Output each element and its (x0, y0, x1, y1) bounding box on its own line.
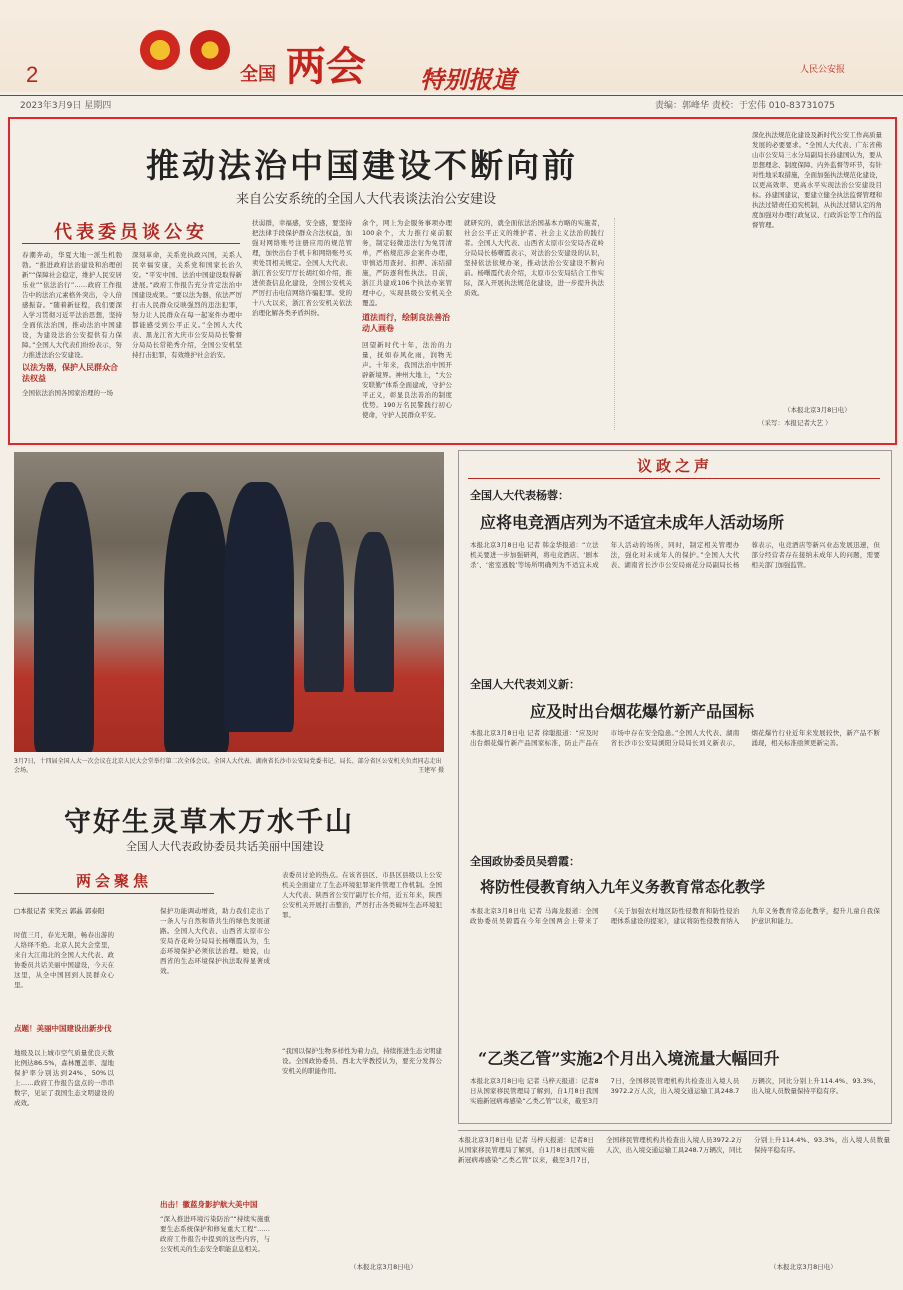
ecology-section-rule (14, 893, 214, 894)
opinion-item3-headline: 将防性侵教育纳入九年义务教育常态化教学 (480, 878, 766, 896)
masthead-title-prefix: 全国 (240, 64, 276, 85)
opinion-item1-body: 本报北京3月8日电 记者 韩金华报道：“立法机关要进一步加强研判，将电竞酒店、‘剧本杀’、‘密室逃脱’等场所明确列为不适宜未成年人活动的场所，同时，制定相关管理办法，强化对未成年人的保护。”全国人大代表、湖南省长沙市公安局雨花分局副局长杨蓉表示，电竞酒店等新兴业态发展迅速，但部分经营者存在接纳未成年人的问题，需要相关部门加强监管。 (470, 541, 880, 569)
ecology-col1b: 地级及以上城市空气质量优良天数比例达86.5%，森林覆盖率、湿地保护率分别达到24%、50%以上……政府工作报告盘点的一串串数字，见证了我国生态文明建设的成效。 (14, 1049, 114, 1107)
photo-person (164, 492, 229, 752)
ecology-subhead2: 出击！徽蓝身影护航大美中国 (160, 1200, 258, 1209)
lead-column-divider (614, 218, 743, 430)
lead-subhead2: 道法而行，绘制良法善治动人画卷 (362, 313, 450, 333)
lead-col6: 深化执法规范化建设及新时代公安工作高质量发展的必要要求。“全国人大代表、广东省佛山市公安局三水分局副局长孙建国认为，要从思想理念、制度保障、内外监督等环节，有针对性地采取措施，全面加强执法规范化建设，以更高效率、更高水平实现法治公安建设目标。孙建国建议，要建立健全执法监督管理和执法过错责任追究机制，从执法过错认定的角度加强对办理行政复议、行政诉讼等工作的监督管理。 (752, 131, 882, 229)
lead-subheadline: 来自公安系统的全国人大代表谈法治公安建设 (236, 192, 497, 207)
photo-person (304, 522, 344, 692)
lead-byline: （本报北京3月8日电） (784, 406, 851, 414)
editor-credits: 责编：郭峰华 责校：于宏伟 010-83731075 (655, 101, 835, 111)
lead-col3: 扶弱群，幸福感，安全感，要坚持把法律手段保护群众合法权益，加强对网络账号注册应用的规范管理，加快出台手机卡和网络账号买卖处罚相关规定。全国人大代表、浙江省公安厅厅长胡红如介绍，推进侦查信息化建设，全国公安机关严厉打击电信网络诈骗犯罪。党的十八大以来，浙江省公安机关依法治理化解各类矛盾纠纷。 (252, 219, 352, 317)
photo-credit: 王建军 摄 (418, 767, 444, 774)
photo-person (354, 532, 394, 692)
lead-col1: 春潮奔动，华夏大地一派生机勃勃。“推进政府法治建设和治理创新”“保障社会稳定，维护人民安居乐业”“依法治行”……政府工作报告中的法治元素格外突出，令人倍感振奋。“随着新征程，我们要深入学习贯彻习近平法治思想，坚持全面依法治国，推动法治中国建设，为建设法治公安提供有力保障。”全国人大代表们纷纷表示，努力推进法治公安建设。 (22, 251, 122, 359)
opinion-item1-kicker: 全国人大代表杨蓉： (470, 489, 569, 502)
ecology-headline: 守好生灵草木万水千山 (64, 807, 354, 838)
photo-person (224, 482, 294, 732)
opinion-item2-headline: 应及时出台烟花爆竹新产品国标 (530, 702, 755, 721)
newspaper-logo: 人民公安报 (800, 65, 846, 75)
photo-caption-text: 3月7日，十四届全国人大一次会议在北京人民大会堂举行第二次全体会议。全国人大代表、湖南省长沙市公安局党委书记、局长、部分省区公安机关负责同志走出会场。 (14, 758, 442, 774)
page-number: 2 (26, 62, 39, 87)
lead-col5: 就研究的，就全面依法治国基本方略的实施者，社会公平正义的维护者、社会主义法治的践行者。全国人大代表、山西省太原市公安局杏花岭分局局长杨曙霞表示，对法治公安建设的认识，坚持依法依规办案，推动法治公安建设不断向前。杨曙霞代表介绍，太原市公安局结合工作实际，深入开展执法规范化建设，进一步提升执法质效。 (464, 219, 604, 297)
lead-col4b: 回望新时代十年，法治的力量，抚如春风化雨，润物无声。十年来，我国法治中国开辟新境界。神州大地上，“大公安联勤”体系全面建成，守护公平正义，彰显良法善治的制度优势。190万名民警践行初心使命，守护人民群众平安。 (362, 341, 452, 419)
lead-section-label: 代表委员谈公安 (54, 222, 208, 243)
ecology-col3b: “我国以保护生物多样性为着力点，持续推进生态文明建设。全国政协委员、西北大学教授认为，要充分发挥公安机关的职能作用。 (282, 1047, 442, 1075)
lead-credit: （采写：本报记者大艺 ） (758, 419, 832, 427)
news-item4-byline: （本报北京3月8日电） (770, 1263, 837, 1271)
issue-date: 2023年3月9日 星期四 (20, 101, 112, 111)
photo-person (34, 482, 94, 752)
lead-section-rule (22, 243, 240, 244)
ecology-col3: 表委员讨论的热点。在该省县区、市县区县级以上公安机关全面建立了生态环境犯罪案件管理工作机制。全国人大代表、陕西省公安厅副厅长介绍，近五年来，陕西公安机关开展打击整治，严厉打击各类破坏生态环境犯罪。 (282, 871, 442, 919)
opinion-item2-kicker: 全国人大代表刘义新： (470, 678, 580, 691)
news-item4-headline: “乙类乙管”实施2个月出入境流量大幅回升 (478, 1049, 780, 1068)
masthead-title-main: 两会 (285, 43, 366, 90)
ecology-section-label: 两会聚焦 (75, 872, 152, 890)
opinion-item3-kicker: 全国政协委员吴碧霞： (470, 855, 580, 868)
delegates-photo (14, 452, 444, 752)
opinion-section-label: 议政之声 (636, 457, 713, 475)
lead-headline: 推动法治中国建设不断向前 (146, 146, 578, 185)
cppcc-emblem-icon (190, 30, 230, 70)
ecology-col1: 时值三月，春光无限，畅春出游的人络绎不绝。北京人民大会堂里，来自大江南北的全国人大代表、政协委员共话美丽中国建设，今天在这里，从全中国回到人民群众心里。 (14, 931, 114, 989)
news-item4-body: 本报北京3月8日电 记者 马梓天报道：记者8日从国家移民管理局了解到，自1月8日我国实施新冠病毒感染“乙类乙管”以来，截至3月7日，全国移民管理机构共检查出入境人员3972.2万人次，出入境交通运输工具248.7万辆次，同比分别上升114.4%、93.3%，出入境人员数量保持平稳有序。 (470, 1077, 880, 1105)
masthead-title (240, 35, 366, 92)
ecology-subheadline: 全国人大代表政协委员共话美丽中国建设 (126, 840, 324, 853)
lead-subhead1: 以法为器，保护人民群众合法权益 (22, 363, 118, 383)
lead-col2: 深刻革命，关系党执政兴国，关系人民幸福安康，关系党和国家长治久安。“平安中国、法治中国建设取得新进展。”政府工作报告充分肯定法治中国建设成果。“要以法为器，依法严厉打击人民群众反映强烈的违法犯罪，努力让人民群众在每一起案件办理中都能感受到公平正义。”全国人大代表、黑龙江省大庆市公安局局长警督分局局长常艳秀介绍，全国公安机坚持打击犯罪，有效维护社会治安。 (132, 251, 242, 359)
ecology-col2: 保护功能调动增效，助力我们走出了一条人与自然和谐共生的绿色发展道路。全国人大代表、山西省太原市公安局杏花岭分局局长杨曙霞认为，生态环境保护必须依法治理。她说，山西省的生态环境保护执法取得显著成效。 (160, 907, 270, 975)
ecology-col2b: “深入推进环境污染防治”“持续实施重要生态系统保护和修复重大工程”……政府工作报告中提到的这些内容，与公安机关的生态安全职能息息相关。 (160, 1215, 270, 1253)
masthead-subtitle: 特别报道 (420, 66, 516, 94)
photo-caption (14, 757, 444, 775)
national-emblem-icon (140, 30, 180, 70)
news-item4-continued (458, 1130, 890, 1263)
opinion-item1-headline: 应将电竞酒店列为不适宜未成年人活动场所 (480, 513, 785, 532)
ecology-byline: （本报北京3月8日电） (350, 1263, 417, 1271)
opinion-section-rule (468, 478, 880, 479)
lead-col1b: 全国依法治国各国家治理的一场 (22, 389, 113, 397)
news-item4-body-repeat: 本报北京3月8日电 记者 马梓天报道：记者8日从国家移民管理局了解到，自1月8日我国实施新冠病毒感染“乙类乙管”以来，截至3月7日，全国移民管理机构共检查出入境人员3972.2万人次，出入境交通运输工具248.7万辆次，同比分别上升114.4%、93.3%，出入境人员数量保持平稳有序。 (458, 1136, 890, 1164)
lead-col4: 余个，网上为企服务事项办理100余个，大力推行桌前服务，制定轻微违法行为免罚清单，严格规范涉企案件办理，审慎适用查封、扣押、冻结措施，严防逐利性执法。目前，浙江共建成106个执法办案管理中心，实现县级公安机关全覆盖。 (362, 219, 452, 307)
ecology-reporters: □本报记者 宋笑云 郭晶 郭泰阳 (14, 907, 105, 915)
opinion-item2-body: 本报北京3月8日电 记者 徐聪报道：“应及时出台烟花爆竹新产品国家标准，防止产品在市场中存在安全隐患。”全国人大代表、湖南省长沙市公安局浏阳分局局长刘义新表示，烟花爆竹行业近年来发展较快，新产品不断涌现，相关标准亟须更新完善。 (470, 729, 880, 747)
ecology-subhead1: 点题！美丽中国建设出新步伐 (14, 1024, 112, 1033)
opinion-item3-body: 本报北京3月8日电 记者 马海龙报道：全国政协委员吴碧霞在今年全国两会上带来了《关于加强农村地区防性侵教育和防性侵治理体系建设的提案》，建议将防性侵教育纳入九年义务教育常态化教学，提升儿童自我保护意识和能力。 (470, 907, 880, 925)
